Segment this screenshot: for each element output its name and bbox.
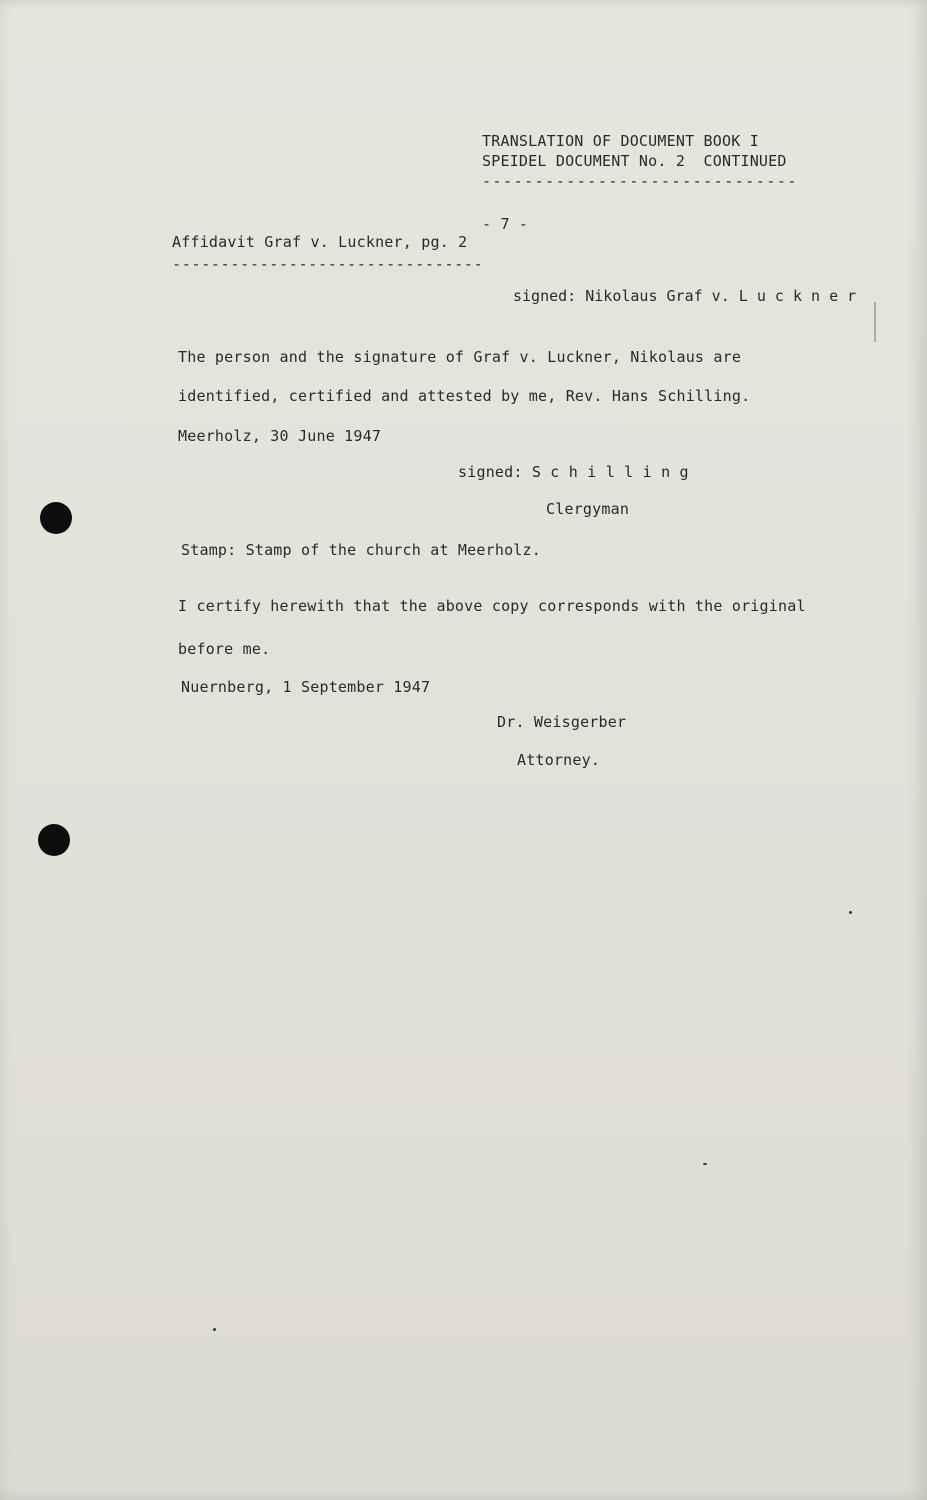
punch-hole-lower	[38, 824, 70, 856]
paper-speck	[849, 911, 852, 914]
signer-title: Attorney.	[517, 751, 601, 769]
header-line-2: SPEIDEL DOCUMENT No. 2 CONTINUED	[482, 152, 787, 170]
affidavit-heading: Affidavit Graf v. Luckner, pg. 2	[172, 233, 468, 251]
paper-speck	[703, 1163, 707, 1165]
signature-luckner: signed: Nikolaus Graf v. L u c k n e r	[513, 287, 857, 305]
paper-speck	[213, 1328, 216, 1331]
edge-mark	[874, 302, 876, 342]
affidavit-heading-rule: --------------------------------	[172, 255, 484, 273]
punch-hole-upper	[40, 502, 72, 534]
place-date-nuernberg: Nuernberg, 1 September 1947	[181, 678, 431, 696]
header-rule: ------------------------------	[482, 172, 798, 190]
signature-schilling: signed: S c h i l l i n g	[458, 463, 689, 481]
page-number: - 7 -	[482, 215, 529, 233]
certification-line-1: I certify herewith that the above copy corresponds with the original	[178, 597, 806, 615]
clergyman-title: Clergyman	[546, 500, 630, 518]
place-date-meerholz: Meerholz, 30 June 1947	[178, 427, 382, 445]
stamp-note: Stamp: Stamp of the church at Meerholz.	[181, 541, 541, 559]
attestation-line-1: The person and the signature of Graf v. Luckner, Nikolaus are	[178, 348, 742, 366]
attestation-line-2: identified, certified and attested by me, Rev. Hans Schilling.	[178, 387, 751, 405]
signer-name: Dr. Weisgerber	[497, 713, 627, 731]
header-line-1: TRANSLATION OF DOCUMENT BOOK I	[482, 132, 759, 150]
certification-line-2: before me.	[178, 640, 271, 658]
